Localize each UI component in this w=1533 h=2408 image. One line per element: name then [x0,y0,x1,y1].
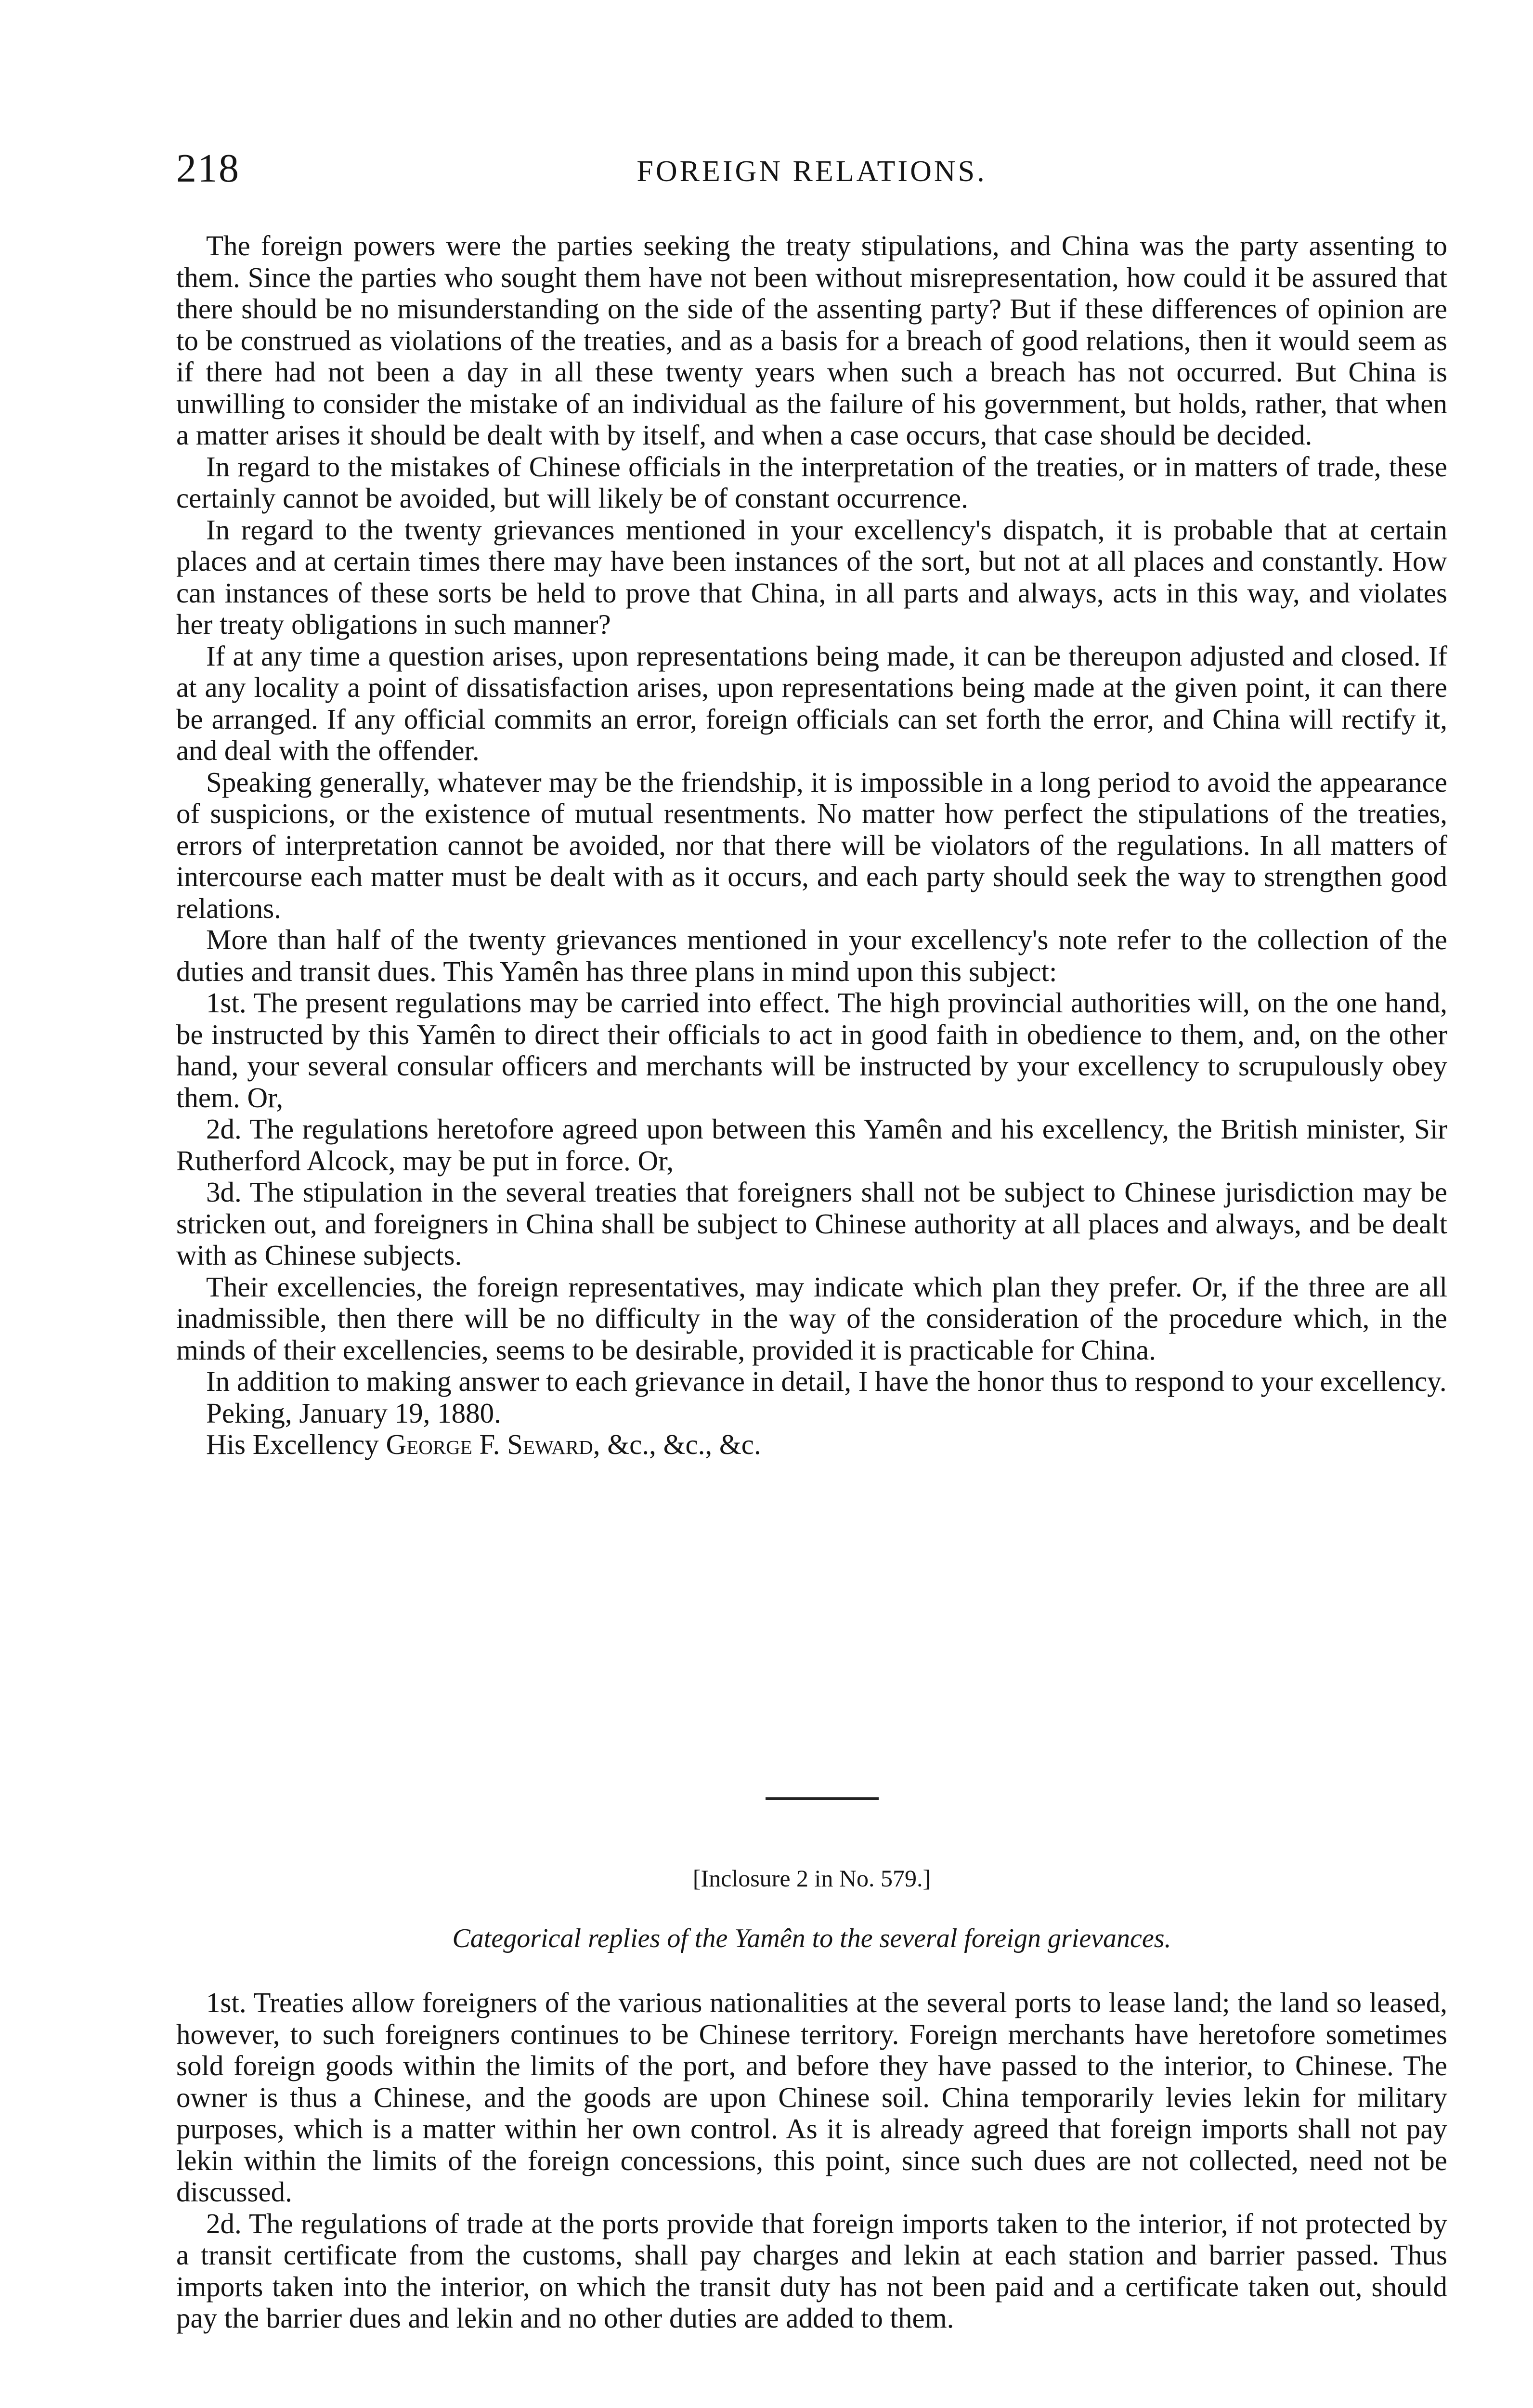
inclosure-label: [Inclosure 2 in No. 579.] [692,1865,931,1892]
running-head [176,144,1447,193]
letter-paragraph-2: In regard to the mistakes of Chinese officials in the interpretation of the treaties, or in matters of trade, these certainly cannot be avoided, but will likely be of constant occurrence. [176,450,1447,514]
plan-first: 1st. The present regulations may be carried into effect. The high provincial authorities will, on the one hand, be instructed by this Yamên to direct their officials to act in good faith in obedience to them, and, on the other hand, your several consular officers and merchants will be instructed by your excellency to scrupulously obey them. Or, [176,987,1447,1113]
letter-paragraph-1: The foreign powers were the parties seeking the treaty stipulations, and China was the party assenting to them. Since the parties who sought them have not been without misrepresentation, how could it be assured that there should be no misunderstanding on the side of the assenting party? But if these differences of opinion are to be construed as violations of the treaties, and as a basis for a breach of good relations, then it would seem as if there had not been a day in all these twenty years when such a breach has not occurred. But China is unwilling to consider the mistake of an individual as the failure of his government, but holds, rather, that when a matter arises it should be dealt with by itself, and when a case occurs, that case should be decided. [176,230,1447,451]
grievance-reply-1: 1st. Treaties allow foreigners of the various nationalities at the several ports to lease land; the land so leased, however, to such foreigners continues to be Chinese territory. Foreign merchants have heretofore sometimes sold foreign goods within the limits of the port, and before they have passed to the interior, to Chinese. The owner is thus a Chinese, and the goods are upon Chinese soil. China temporarily levies lekin for military purposes, which is a matter within her own control. As it is already agreed that foreign imports shall not pay lekin within the limits of the foreign concessions, this point, since such dues are not collected, need not be discussed. [176,1987,1447,2208]
letter-body [176,230,1447,1461]
addressee-name: George F. Seward [386,1428,593,1460]
letter-paragraph-11: In addition to making answer to each grievance in detail, I have the honor thus to respond to your excellency. [206,1365,1447,1397]
page-number: 218 [176,146,240,191]
running-title: FOREIGN RELATIONS. [637,155,987,188]
addressee-suffix: , &c., &c., &c. [593,1428,761,1460]
section-divider [766,1797,879,1800]
inclosure-body [176,1987,1447,2334]
plan-second: 2d. The regulations heretofore agreed upon between this Yamên and his excellency, the British minister, Sir Rutherford Alcock, may be put in force. Or, [176,1113,1447,1177]
letter-paragraph-3: In regard to the twenty grievances mentioned in your excellency's dispatch, it is probable that at certain places and at certain times there may have been instances of the sort, but not at all places and constantly. How can instances of these sorts be held to prove that China, in all parts and always, acts in this way, and violates her treaty obligations in such manner? [176,513,1447,640]
addressee-prefix: His Excellency [206,1428,379,1460]
letter-paragraph-6: More than half of the twenty grievances mentioned in your excellency's note refer to the collection of the duties and transit dues. This Yamên has three plans in mind upon this subject: [176,924,1447,987]
letter-paragraph-4: If at any time a question arises, upon representations being made, it can be thereupon adjusted and closed. If at any locality a point of dissatisfaction arises, upon representations being made at the given point, it can there be arranged. If any official commits an error, foreign officials can set forth the error, and China will rectify it, and deal with the offender. [176,640,1447,766]
place-date: Peking, January 19, 1880. [206,1397,501,1429]
letter-paragraph-10: Their excellencies, the foreign representatives, may indicate which plan they prefer. Or, if the three are all inadmissible, then there will be no difficulty in the way of the consideration of the procedure which, in the minds of their excellencies, seems to be desirable, provided it is practicable for China. [176,1270,1447,1366]
inclosure-title: Categorical replies of the Yamên to the several foreign grievances. [452,1924,1171,1953]
letter-paragraph-5: Speaking generally, whatever may be the friendship, it is impossible in a long period to avoid the appearance of suspicions, or the existence of mutual resentments. No matter how perfect the stipulations of the treaties, errors of interpretation cannot be avoided, nor that there will be violators of the regulations. In all matters of intercourse each matter must be dealt with as it occurs, and each party should seek the way to strengthen good relations. [176,766,1447,924]
plan-third: 3d. The stipulation in the several treaties that foreigners shall not be subject to Chinese jurisdiction may be stricken out, and foreigners in China shall be subject to Chinese authority at all places and always, and be dealt with as Chinese subjects. [176,1176,1447,1271]
grievance-reply-2: 2d. The regulations of trade at the ports provide that foreign imports taken to the interior, if not protected by a transit certificate from the customs, shall pay charges and lekin at each station and barrier passed. Thus imports taken into the interior, on which the transit duty has not been paid and a certificate taken out, should pay the barrier dues and lekin and no other duties are added to them. [176,2207,1447,2334]
addressee-line [176,1429,1447,1461]
